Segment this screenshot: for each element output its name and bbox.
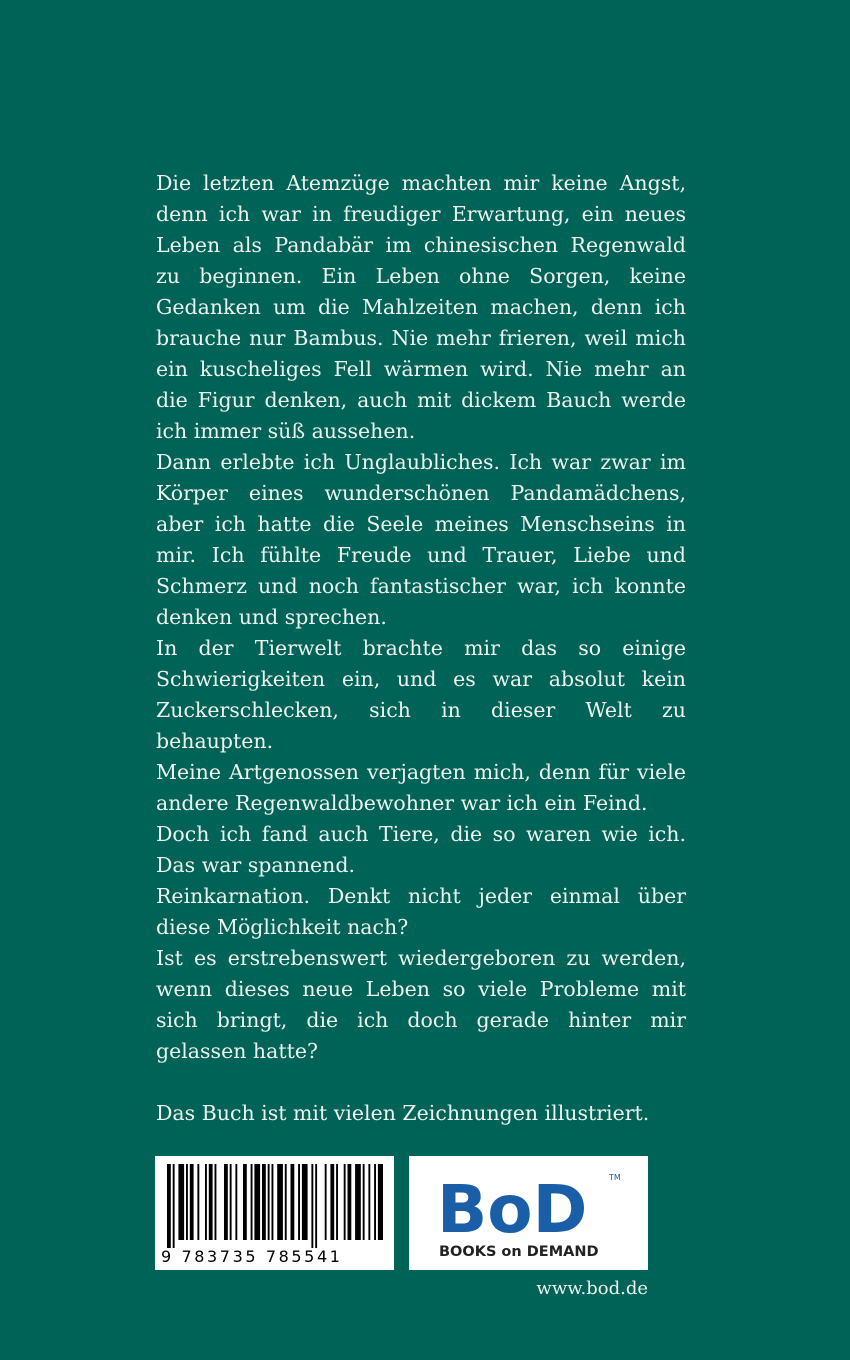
- bod-logo-icon: [409, 1156, 648, 1270]
- blurb-paragraph: Ist es erstrebenswert wiedergeboren zu werden, wenn dieses neue Leben so viele Probleme mit sich bringt, die ich doch gerade hinter mir gelassen hatte?: [156, 946, 686, 1063]
- barcode-bar: [374, 1164, 376, 1240]
- isbn-number: 9 783735 785541: [161, 1247, 343, 1266]
- barcode-bar: [190, 1164, 194, 1240]
- back-cover-blurb: [156, 168, 686, 1129]
- barcode-bar: [209, 1164, 213, 1240]
- publisher-logo: [409, 1156, 648, 1270]
- barcode-bar: [243, 1164, 247, 1240]
- blurb-paragraph: Doch ich fand auch Tiere, die so waren wie ich. Das war spannend.: [156, 822, 686, 877]
- barcode-bar: [291, 1164, 295, 1240]
- isbn-barcode: [155, 1156, 394, 1270]
- barcode-bar: [167, 1164, 171, 1248]
- barcode-bar: [254, 1164, 260, 1240]
- barcode-bar: [315, 1164, 317, 1248]
- barcode-bar: [336, 1164, 338, 1240]
- trademark-mark: TM: [609, 1173, 621, 1182]
- barcode-bar: [330, 1164, 334, 1240]
- barcode-bar: [251, 1164, 253, 1240]
- barcode-bar: [272, 1164, 274, 1240]
- logo-tagline: BOOKS on DEMAND: [439, 1244, 599, 1260]
- barcode-bar: [197, 1164, 199, 1240]
- blurb-closing-line: Das Buch ist mit vielen Zeichnungen illustriert.: [156, 1101, 650, 1125]
- barcode-bar: [363, 1164, 365, 1240]
- barcode-bar: [325, 1164, 327, 1240]
- barcode-bar: [230, 1164, 232, 1240]
- barcode-bar: [178, 1164, 184, 1240]
- logo-wordmark: BoD: [437, 1171, 588, 1248]
- barcode-bar: [311, 1164, 313, 1248]
- barcode-bar: [348, 1164, 352, 1240]
- barcode-bar: [235, 1164, 237, 1240]
- barcode-bar: [298, 1164, 300, 1240]
- barcode-bar: [378, 1164, 383, 1240]
- blurb-paragraph: Meine Artgenossen verjagten mich, denn für viele andere Regenwaldbewohner war ich ein Feind.: [156, 760, 686, 815]
- barcode-bar: [302, 1164, 308, 1240]
- blurb-paragraph: Die letzten Atemzüge machten mir keine Angst, denn ich war in freudiger Erwartung, ein neues Leben als Pandabär im chinesischen Regenwald zu beginnen. Ein Leben ohne Sorgen, keine Gedanken um die Mahlzeiten machen, denn ich brauche nur Bambus. Nie mehr frieren, weil mich ein kuscheliges Fell wärmen wird. Nie mehr an die Figur denken, auch mit dickem Bauch werde ich immer süß aussehen.: [156, 171, 686, 443]
- blurb-paragraph: In der Tierwelt brachte mir das so einige Schwierigkeiten ein, und es war absolut kein Zuckerschlecken, sich in dieser Welt zu behaupten.: [156, 636, 686, 753]
- barcode-bar: [186, 1164, 188, 1240]
- barcode-bar: [215, 1164, 217, 1240]
- blurb-paragraph: Dann erlebte ich Unglaubliches. Ich war zwar im Körper eines wunderschönen Pandamädchens, aber ich hatte die Seele meines Menschseins in mir. Ich fühlte Freude und Trauer, Liebe und Schmerz und noch fantastischer war, ich konnte denken und sprechen.: [156, 450, 686, 629]
- barcode-bar: [355, 1164, 361, 1240]
- barcode-bar: [262, 1164, 266, 1240]
- barcode-bar: [368, 1164, 370, 1240]
- barcode-bar: [277, 1164, 283, 1240]
- barcode-bar: [205, 1164, 207, 1240]
- barcode-bar: [173, 1164, 175, 1248]
- barcode-bars: [167, 1164, 383, 1248]
- barcode-bar: [344, 1164, 346, 1240]
- publisher-website: www.bod.de: [536, 1278, 648, 1299]
- barcode-bar: [224, 1164, 228, 1240]
- blurb-paragraph: Reinkarnation. Denkt nicht jeder einmal über diese Möglichkeit nach?: [156, 884, 686, 939]
- barcode-bar: [268, 1164, 270, 1240]
- barcode-bar: [285, 1164, 287, 1240]
